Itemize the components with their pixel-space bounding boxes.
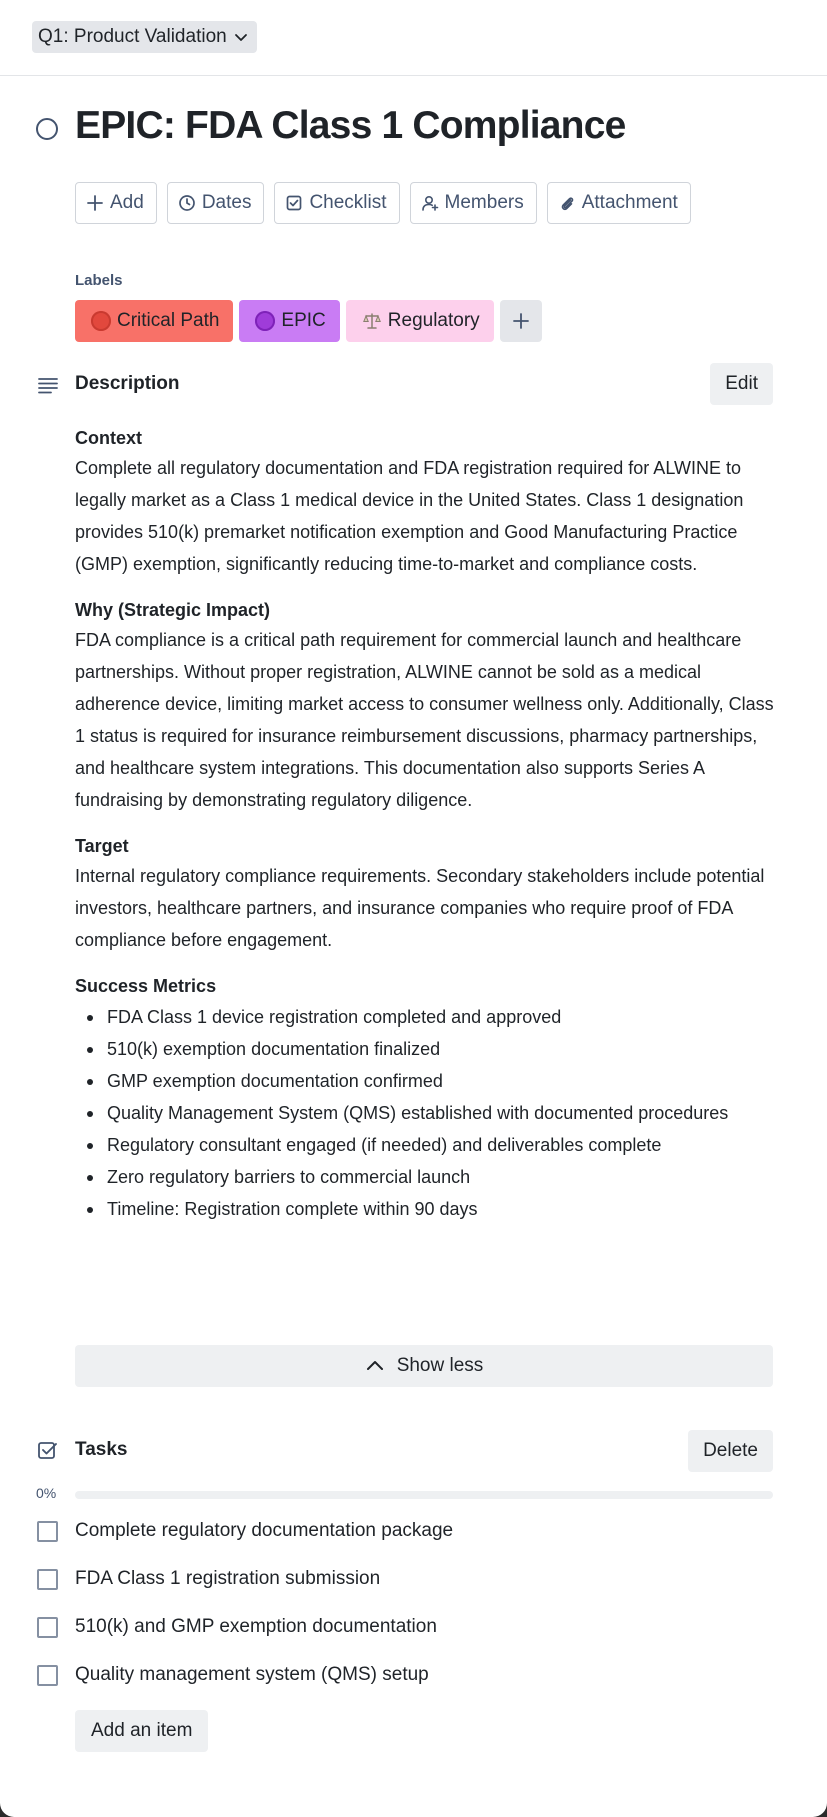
why-text: FDA compliance is a critical path requirement for commercial launch and healthcare partnerships. Without proper registration, ALWINE cannot be sold as a medical adherence device, limiting market access to consumer wellness only. Additionally, Class 1 status is required for insurance reimbursement discussions, pharmacy partnerships, and healthcare system integrations. This documentation also supports Series A fundraising by demonstrating regulatory diligence. xyxy=(75,630,774,810)
chevron-down-icon xyxy=(233,29,249,45)
checklist-button-label: Checklist xyxy=(309,192,387,213)
plus-icon xyxy=(86,194,104,212)
target-text: Internal regulatory compliance requirements. Secondary stakeholders include potential investors, healthcare partners, and insurance companies who require proof of FDA compliance before engagement. xyxy=(75,866,765,950)
metric-item: Quality Management System (QMS) established with documented procedures xyxy=(75,1097,777,1129)
list-selector[interactable] xyxy=(32,21,257,53)
add-label-button[interactable] xyxy=(500,300,542,342)
checklist-item-text[interactable]: FDA Class 1 registration submission xyxy=(75,1568,381,1589)
checklist-item-text[interactable]: Quality management system (QMS) setup xyxy=(75,1664,429,1685)
label-regulatory[interactable] xyxy=(346,300,494,342)
label-critical-path[interactable] xyxy=(75,300,233,342)
show-less-button[interactable] xyxy=(75,1345,773,1387)
card-header-bar xyxy=(0,0,827,76)
description-icon xyxy=(37,374,59,396)
card-actions xyxy=(75,182,691,224)
checkbox[interactable] xyxy=(37,1665,58,1686)
list-name: Q1: Product Validation xyxy=(38,26,227,47)
progress-bar xyxy=(75,1491,773,1499)
metric-item: FDA Class 1 device registration completed and approved xyxy=(75,1001,777,1033)
progress-percent: 0% xyxy=(36,1485,57,1501)
checklist-item-text[interactable]: 510(k) and GMP exemption documentation xyxy=(75,1616,437,1637)
label-regulatory-text: Regulatory xyxy=(387,310,480,331)
dates-button[interactable] xyxy=(167,182,265,224)
tasks-title: Tasks xyxy=(75,1439,128,1460)
label-epic[interactable] xyxy=(239,300,339,342)
add-item-button[interactable]: Add an item xyxy=(75,1710,208,1752)
dates-button-label: Dates xyxy=(201,192,252,213)
card-title[interactable]: EPIC: FDA Class 1 Compliance xyxy=(75,104,626,147)
attachment-button-label: Attachment xyxy=(581,192,678,213)
target-heading: Target xyxy=(75,836,129,856)
title-row xyxy=(0,98,827,160)
label-critical-path-text: Critical Path xyxy=(117,310,220,331)
members-button-label: Members xyxy=(444,192,524,213)
why-heading: Why (Strategic Impact) xyxy=(75,600,271,620)
add-button-label: Add xyxy=(110,192,144,213)
metrics-list xyxy=(75,1001,777,1225)
checkbox[interactable] xyxy=(37,1521,58,1542)
context-heading: Context xyxy=(75,428,142,448)
checklist-item[interactable] xyxy=(0,1655,827,1695)
checklist-button[interactable] xyxy=(274,182,399,224)
checklist-item-text[interactable]: Complete regulatory documentation package xyxy=(75,1520,454,1541)
checklist-item[interactable] xyxy=(0,1511,827,1551)
description-title: Description xyxy=(75,373,180,394)
show-less-label: Show less xyxy=(396,1355,484,1376)
checkbox[interactable] xyxy=(37,1569,58,1590)
metrics-heading: Success Metrics xyxy=(75,976,217,996)
checklist-icon xyxy=(37,1440,59,1462)
plus-icon xyxy=(511,311,531,331)
purple-circle-icon xyxy=(255,311,275,331)
checklist-item[interactable] xyxy=(0,1559,827,1599)
paperclip-icon xyxy=(558,194,576,212)
attachment-button[interactable] xyxy=(547,182,691,224)
members-button[interactable] xyxy=(410,182,537,224)
checklist-item[interactable] xyxy=(0,1607,827,1647)
add-member-icon xyxy=(421,194,439,212)
checkbox[interactable] xyxy=(37,1617,58,1638)
metric-item: Zero regulatory barriers to commercial launch xyxy=(75,1161,777,1193)
metric-item: GMP exemption documentation confirmed xyxy=(75,1065,777,1097)
clock-icon xyxy=(178,194,196,212)
label-epic-text: EPIC xyxy=(281,310,326,331)
red-circle-icon xyxy=(91,311,111,331)
metric-item: Timeline: Registration complete within 90 days xyxy=(75,1193,777,1225)
context-text: Complete all regulatory documentation and FDA registration required for ALWINE to legally market as a Class 1 medical device in the United States. Class 1 designation provides 510(k) premarket notification exemption and Good Manufacturing Practice (GMP) exemption, significantly reducing time-to-market and compliance costs. xyxy=(75,458,744,574)
labels-heading: Labels xyxy=(75,272,123,289)
complete-toggle-icon[interactable] xyxy=(36,118,58,140)
scales-icon xyxy=(362,311,382,331)
metric-item: 510(k) exemption documentation finalized xyxy=(75,1033,777,1065)
delete-checklist-button[interactable]: Delete xyxy=(688,1430,773,1472)
description-body xyxy=(75,424,777,1225)
edit-description-button[interactable]: Edit xyxy=(710,363,773,405)
chevron-up-icon xyxy=(365,1356,385,1376)
add-button[interactable] xyxy=(75,182,157,224)
labels-list xyxy=(75,300,542,342)
checklist-icon xyxy=(285,194,303,212)
metric-item: Regulatory consultant engaged (if needed) and deliverables complete xyxy=(75,1129,777,1161)
